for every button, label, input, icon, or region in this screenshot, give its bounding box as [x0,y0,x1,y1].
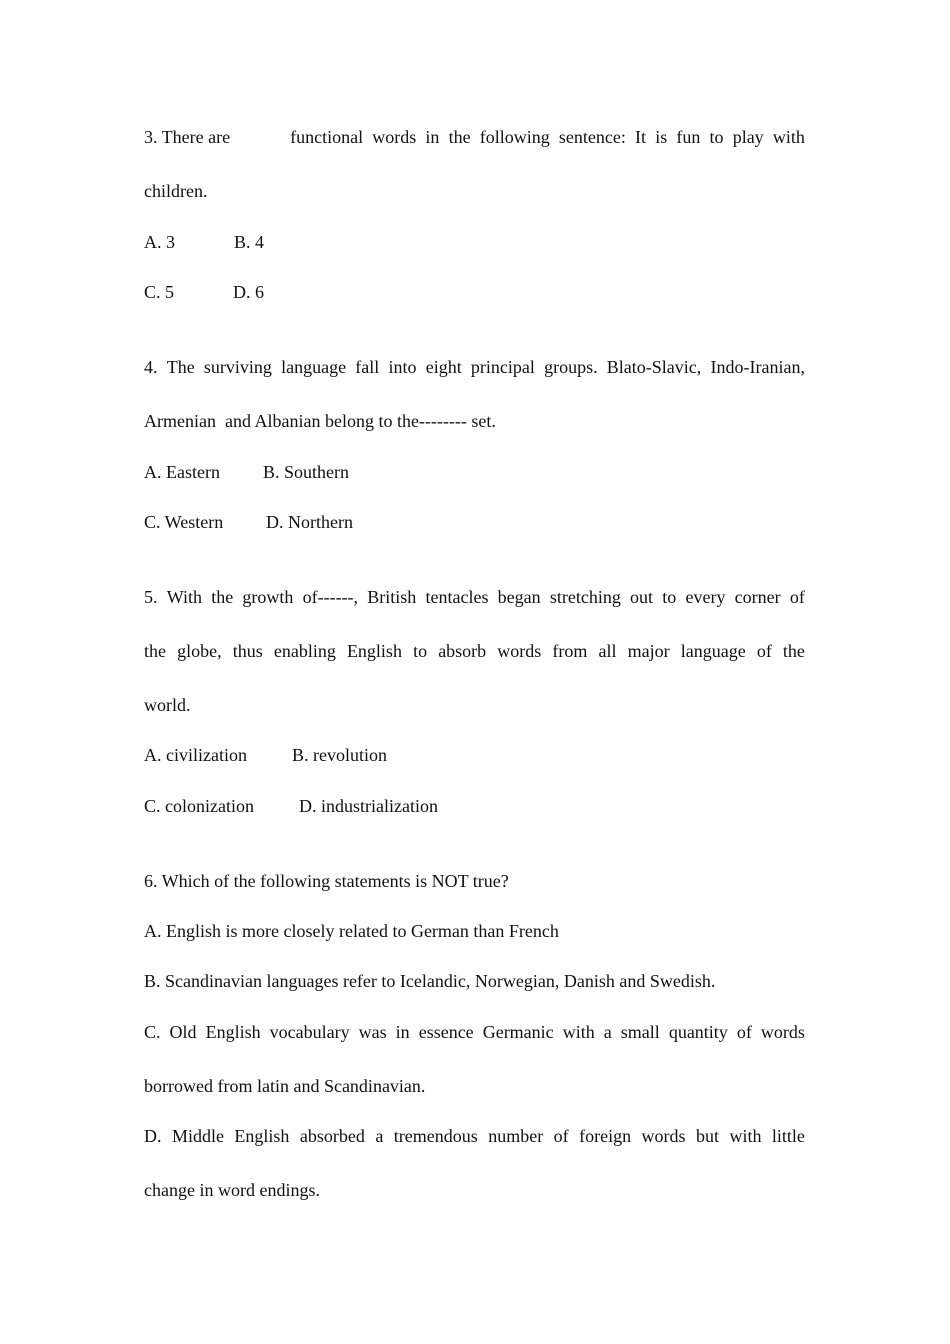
word: language [680,641,746,661]
question-6-option-d-line-2: change in word endings. [144,1180,320,1200]
option-c: C. Western [144,512,224,532]
question-5-line-3: world. [144,695,191,715]
word: to [709,127,724,147]
option-d: D. 6 [233,282,264,302]
word: the [448,127,471,147]
word: words [641,1126,686,1146]
word: play [732,127,764,147]
question-6-option-a: A. English is more closely related to German than French [144,921,559,941]
question-4-line-1 [144,356,805,378]
word: the [782,641,805,661]
word: 5. [144,587,158,607]
question-4-options-row-2 [144,511,805,533]
word: The [166,357,195,377]
word: sentence: [558,127,626,147]
word: words [497,641,542,661]
question-3-stem-start: 3. There are [144,127,231,147]
word: Indo-Iranian, [710,357,805,377]
word: a [375,1126,384,1146]
word: in [425,127,440,147]
question-6-option-c-line-1 [144,1021,805,1043]
word: globe, [177,641,222,661]
word: language [281,357,347,377]
option-c: C. colonization [144,796,254,816]
word: absorbed [299,1126,365,1146]
word: tentacles [425,587,489,607]
word: fall [355,357,380,377]
question-5-options-row-2 [144,795,805,817]
word: English [234,1126,290,1146]
word: corner [734,587,781,607]
word: growth [242,587,294,607]
question-5-line-2 [144,640,805,662]
word: vocabulary [269,1022,350,1042]
word: Germanic [482,1022,554,1042]
word: words [760,1022,805,1042]
word: to [662,587,677,607]
question-3-stem-words [290,126,805,148]
word: out [630,587,654,607]
option-a: A. 3 [144,232,175,252]
word: in [395,1022,410,1042]
word: with [562,1022,595,1042]
word: every [685,587,726,607]
word: with [772,127,805,147]
question-4-options-row-1 [144,461,805,483]
word: absorb [438,641,487,661]
word: the [144,641,166,661]
option-a: A. Eastern [144,462,220,482]
word: of [789,587,805,607]
word: major [627,641,670,661]
word: English [346,641,402,661]
question-5-options-row-1 [144,744,805,766]
word: tremendous [393,1126,478,1146]
question-6-option-b: B. Scandinavian languages refer to Icelandic, Norwegian, Danish and Swedish. [144,971,716,991]
word: It [635,127,647,147]
question-5-line-1 [144,586,805,608]
word: the [211,587,234,607]
word: a [603,1022,612,1042]
word: of------, [302,587,359,607]
word: fun [676,127,701,147]
word: all [598,641,617,661]
word: number [488,1126,544,1146]
word: groups. [544,357,598,377]
word: Old [169,1022,197,1042]
option-b: B. Southern [263,462,350,482]
word: following [479,127,550,147]
word: of [553,1126,569,1146]
option-d: D. industrialization [299,796,438,816]
question-6-option-c-line-2: borrowed from latin and Scandinavian. [144,1076,426,1096]
word: British [367,587,417,607]
word: Blato-Slavic, [606,357,702,377]
word: was [358,1022,387,1042]
word: of [756,641,772,661]
word: foreign [579,1126,632,1146]
option-c: C. 5 [144,282,175,302]
word: principal [470,357,535,377]
word: of [736,1022,752,1042]
word: into [388,357,417,377]
option-b: B. 4 [234,232,265,252]
word: to [413,641,428,661]
word: began [497,587,541,607]
question-3-line-2: children. [144,181,208,201]
question-3-options-row-2 [144,281,805,303]
word: D. [144,1126,162,1146]
question-4-line-2: Armenian and Albanian belong to the-------- set. [144,411,496,431]
word: eight [425,357,462,377]
word: with [729,1126,762,1146]
option-b: B. revolution [292,745,387,765]
question-3-options-row-1 [144,231,805,253]
option-a: A. civilization [144,745,247,765]
word: thus [232,641,263,661]
option-d: D. Northern [266,512,353,532]
word: small [620,1022,660,1042]
word: little [771,1126,805,1146]
word: essence [418,1022,474,1042]
word: stretching [549,587,621,607]
question-6-stem: 6. Which of the following statements is NOT true? [144,871,509,891]
word: words [372,127,417,147]
question-3-line-1 [144,126,805,148]
word: surviving [203,357,272,377]
word: from [552,641,588,661]
word: C. [144,1022,161,1042]
word: functional [290,127,364,147]
word: With [166,587,202,607]
word: English [205,1022,261,1042]
word: 4. [144,357,158,377]
word: quantity [668,1022,728,1042]
word: is [655,127,668,147]
word: but [695,1126,719,1146]
question-6-option-d-line-1 [144,1125,805,1147]
word: Middle [171,1126,224,1146]
word: enabling [273,641,336,661]
